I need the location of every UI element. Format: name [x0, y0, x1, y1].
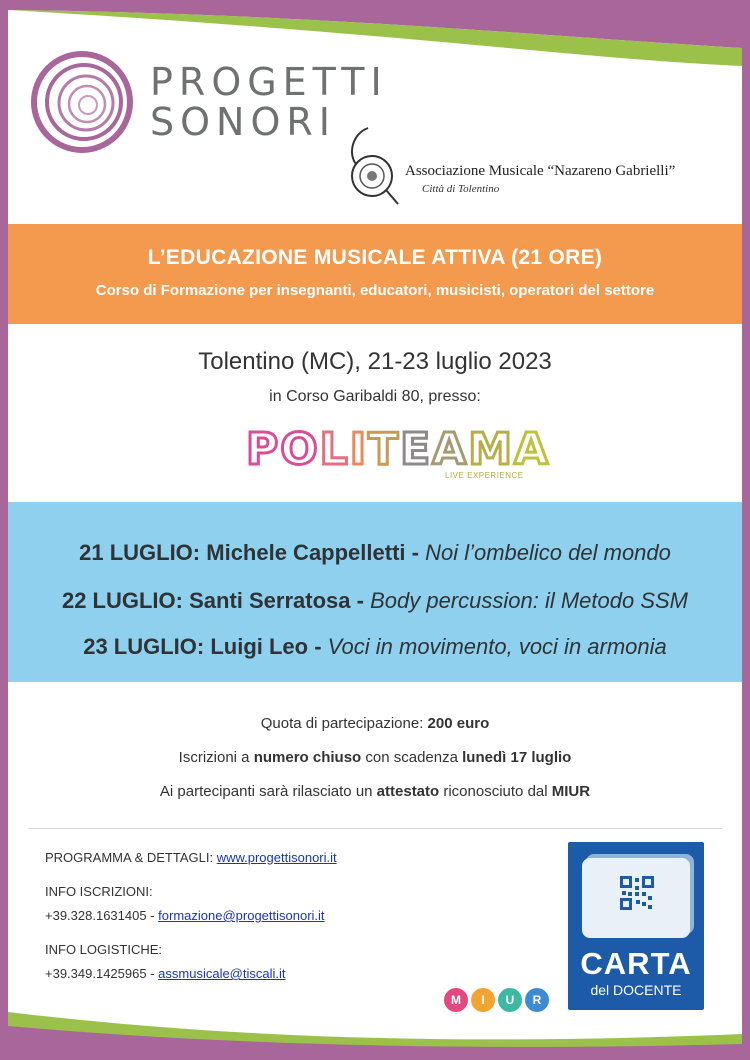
- registration-line: [8, 749, 742, 766]
- fee-label: Quota di partecipazione:: [260, 715, 424, 732]
- program-contact: [45, 850, 337, 865]
- miur-letter: M: [444, 988, 468, 1012]
- brand-line-1: PROGETTI: [150, 60, 388, 104]
- association-name: Associazione Musicale “Nazareno Gabrielli”: [405, 163, 676, 179]
- course-banner: [8, 224, 742, 324]
- registration-email-link[interactable]: formazione@progettisonori.it: [158, 908, 325, 923]
- association-city: Città di Tolentino: [422, 183, 500, 195]
- french-horn-icon: [346, 124, 402, 208]
- course-title: L’EDUCAZIONE MUSICALE ATTIVA (21 ORE): [147, 246, 603, 269]
- politeama-letter: M: [468, 424, 515, 475]
- program-banner: [8, 502, 742, 682]
- program-topic: Body percussion: il Metodo SSM: [370, 588, 689, 613]
- logistics-contact: [45, 966, 286, 981]
- carta-card-graphic: [582, 858, 690, 938]
- venue-address: in Corso Garibaldi 80, presso:: [269, 388, 481, 405]
- reg-pre: Iscrizioni a: [178, 749, 250, 766]
- program-date: 21 LUGLIO:: [79, 540, 201, 565]
- fee-value: 200 euro: [427, 715, 490, 732]
- progetti-sonori-logo-icon: [30, 50, 134, 154]
- politeama-letter: A: [514, 424, 551, 475]
- bottom-wave-decoration: [8, 982, 742, 1052]
- program-row: [8, 540, 742, 566]
- program-date: 22 LUGLIO:: [61, 588, 183, 613]
- logistics-phone: +39.349.1425965 -: [45, 966, 155, 981]
- miur-letter: I: [471, 988, 495, 1012]
- registration-contact: [45, 908, 325, 923]
- politeama-letter: E: [400, 424, 433, 475]
- course-subtitle: Corso di Formazione per insegnanti, educatori, musicisti, operatori del settore: [95, 282, 655, 299]
- program-row: [8, 634, 742, 660]
- program-teacher: Luigi Leo -: [210, 634, 322, 659]
- miur-letter: R: [525, 988, 549, 1012]
- reg-mid: con scadenza: [365, 749, 458, 766]
- politeama-letter: O: [280, 424, 320, 475]
- program-label: PROGRAMMA & DETTAGLI:: [45, 850, 214, 865]
- reg-bold: numero chiuso: [253, 749, 362, 766]
- politeama-logo: [246, 426, 550, 474]
- brand-line-2: SONORI: [150, 100, 336, 144]
- politeama-letter: P: [246, 424, 281, 475]
- program-link[interactable]: www.progettisonori.it: [216, 850, 337, 865]
- program-date: 23 LUGLIO:: [83, 634, 205, 659]
- miur-letter: U: [498, 988, 522, 1012]
- politeama-letter: L: [319, 424, 350, 475]
- program-topic: Voci in movimento, voci in armonia: [327, 634, 667, 659]
- cert-mid: riconosciuto dal: [443, 783, 548, 800]
- qr-code-icon: [620, 876, 654, 910]
- cert-pre: Ai partecipanti sarà rilasciato un: [159, 783, 373, 800]
- politeama-tagline: LIVE EXPERIENCE: [445, 471, 524, 480]
- reg-deadline: lunedì 17 luglio: [462, 749, 572, 766]
- program-topic: Noi l’ombelico del mondo: [425, 540, 671, 565]
- carta-subtitle: del DOCENTE: [590, 982, 682, 998]
- logistics-label: INFO LOGISTICHE:: [45, 942, 163, 957]
- venue-place-date: Tolentino (MC), 21-23 luglio 2023: [198, 348, 552, 375]
- fee-line: [8, 715, 742, 732]
- divider: [28, 828, 722, 829]
- program-teacher: Michele Cappelletti -: [206, 540, 419, 565]
- registration-phone: +39.328.1631405 -: [45, 908, 155, 923]
- certificate-line: [8, 783, 742, 800]
- program-teacher: Santi Serratosa -: [189, 588, 364, 613]
- carta-title: CARTA: [580, 946, 692, 981]
- flyer: [8, 8, 742, 1052]
- politeama-letter: I: [349, 424, 369, 475]
- politeama-letter: T: [368, 424, 401, 475]
- politeama-letter: A: [432, 424, 469, 475]
- program-row: [8, 588, 742, 614]
- registration-label: INFO ISCRIZIONI:: [45, 884, 153, 899]
- cert-bold: attestato: [376, 783, 440, 800]
- logistics-email-link[interactable]: assmusicale@tiscali.it: [158, 966, 286, 981]
- cert-end: MIUR: [551, 783, 591, 800]
